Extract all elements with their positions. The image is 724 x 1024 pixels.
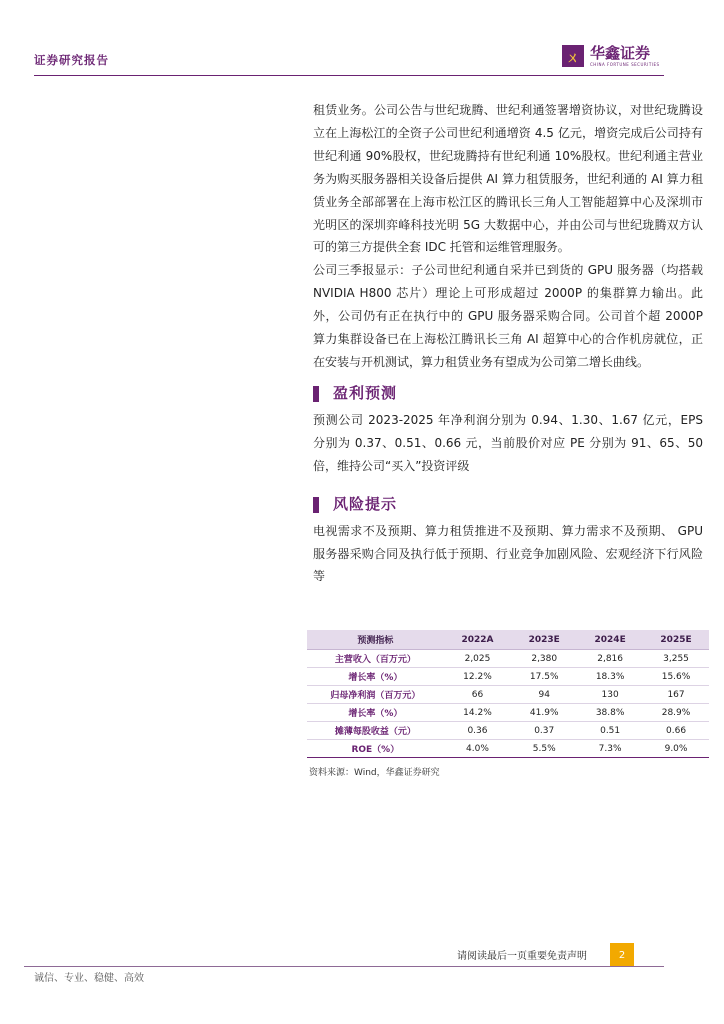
paragraph-risk: 电视需求不及预期、算力租赁推进不及预期、算力需求不及预期、 GPU 服务器采购合同及执行低于预期、行业竞争加剧风险、宏观经济下行风险等	[313, 523, 703, 584]
section-marker	[313, 386, 319, 402]
table-cell: 3,255	[643, 650, 709, 668]
column-header: 2023E	[511, 630, 577, 650]
row-label: 归母净利润（百万元）	[307, 686, 444, 704]
table-row	[307, 722, 709, 740]
table-cell: 28.9%	[643, 704, 709, 722]
section-heading-forecast	[313, 379, 703, 409]
disclaimer-note: 请阅读最后一页重要免责声明	[457, 951, 587, 962]
column-header: 预测指标	[307, 630, 444, 650]
table-source-note: 资料来源：Wind，华鑫证券研究	[309, 768, 440, 778]
table-cell: 18.3%	[577, 668, 643, 686]
row-label: ROE（%）	[307, 740, 444, 758]
table-cell: 14.2%	[444, 704, 512, 722]
section-heading-risk	[313, 490, 703, 520]
row-label: 主营收入（百万元）	[307, 650, 444, 668]
table-row	[307, 704, 709, 722]
logo-name-cn: 华鑫证券	[590, 43, 651, 62]
table-cell: 7.3%	[577, 740, 643, 758]
table-cell: 0.36	[444, 722, 512, 740]
column-header: 2024E	[577, 630, 643, 650]
company-motto: 诚信、专业、稳健、高效	[34, 973, 144, 984]
table-cell: 15.6%	[643, 668, 709, 686]
table-cell: 41.9%	[511, 704, 577, 722]
table-cell: 5.5%	[511, 740, 577, 758]
table-header-row	[307, 630, 709, 650]
company-logo	[562, 45, 660, 67]
table-cell: 0.66	[643, 722, 709, 740]
logo-name-en: CHINA FORTUNE SECURITIES	[590, 61, 660, 67]
table-cell: 38.8%	[577, 704, 643, 722]
paragraph-forecast: 预测公司 2023-2025 年净利润分别为 0.94、1.30、1.67 亿元，EPS 分别为 0.37、0.51、0.66 元，当前股价对应 PE 分别为 91、65、50 倍，维持公司“买入”投资评级	[313, 412, 703, 473]
table-cell: 2,380	[511, 650, 577, 668]
table-cell: 130	[577, 686, 643, 704]
table-cell: 2,025	[444, 650, 512, 668]
paragraph-q3-report: 公司三季报显示：子公司世纪利通自采并已到货的 GPU 服务器（均搭载 NVIDIA H800 芯片）理论上可形成超过 2000P 的集群算力输出。此外，公司仍有正在执行中的 GPU 服务器采购合同。公司首个超 2000P 算力集群设备已在上海松江腾讯长三角 AI 超算中心的合作机房就位，正在安装与开机测试，算力租赁业务有望成为公司第二增长曲线。	[313, 263, 703, 369]
row-label: 增长率（%）	[307, 704, 444, 722]
table-cell: 0.37	[511, 722, 577, 740]
row-label: 增长率（%）	[307, 668, 444, 686]
table-row	[307, 650, 709, 668]
table-cell: 94	[511, 686, 577, 704]
footer-divider	[24, 966, 664, 967]
table-cell: 2,816	[577, 650, 643, 668]
header-divider	[34, 75, 664, 76]
page-number-badge: 2	[610, 943, 634, 967]
forecast-table	[307, 630, 709, 758]
paragraph-leasing: 租赁业务。公司公告与世纪珑腾、世纪利通签署增资协议，对世纪珑腾设立在上海松江的全资子公司世纪利通增资 4.5 亿元，增资完成后公司持有世纪利通 90%股权，世纪珑腾持有世纪利通 10%股权。世纪利通主营业务为购买服务器相关设备后提供 AI 算力租赁服务，世纪利通的 AI 算力租赁业务全部部署在上海市松江区的腾讯长三角人工智能超算中心及深圳市光明区的深圳弈峰科技光明 5G 大数据中心，并由公司与世纪珑腾双方认可的第三方提供全套 IDC 托管和运维管理服务。	[313, 103, 703, 255]
report-type-label: 证券研究报告	[34, 53, 109, 67]
table-cell: 4.0%	[444, 740, 512, 758]
table-cell: 0.51	[577, 722, 643, 740]
main-content	[313, 99, 703, 588]
logo-mark-icon: ㄨ	[562, 45, 584, 67]
section-title: 风险提示	[333, 495, 398, 514]
table-row	[307, 686, 709, 704]
table-cell: 12.2%	[444, 668, 512, 686]
column-header: 2022A	[444, 630, 512, 650]
section-marker	[313, 497, 319, 513]
table-cell: 17.5%	[511, 668, 577, 686]
table-cell: 167	[643, 686, 709, 704]
table-row	[307, 668, 709, 686]
table-cell: 9.0%	[643, 740, 709, 758]
column-header: 2025E	[643, 630, 709, 650]
row-label: 摊薄每股收益（元）	[307, 722, 444, 740]
table-cell: 66	[444, 686, 512, 704]
section-title: 盈利预测	[333, 384, 398, 403]
table-row	[307, 740, 709, 758]
